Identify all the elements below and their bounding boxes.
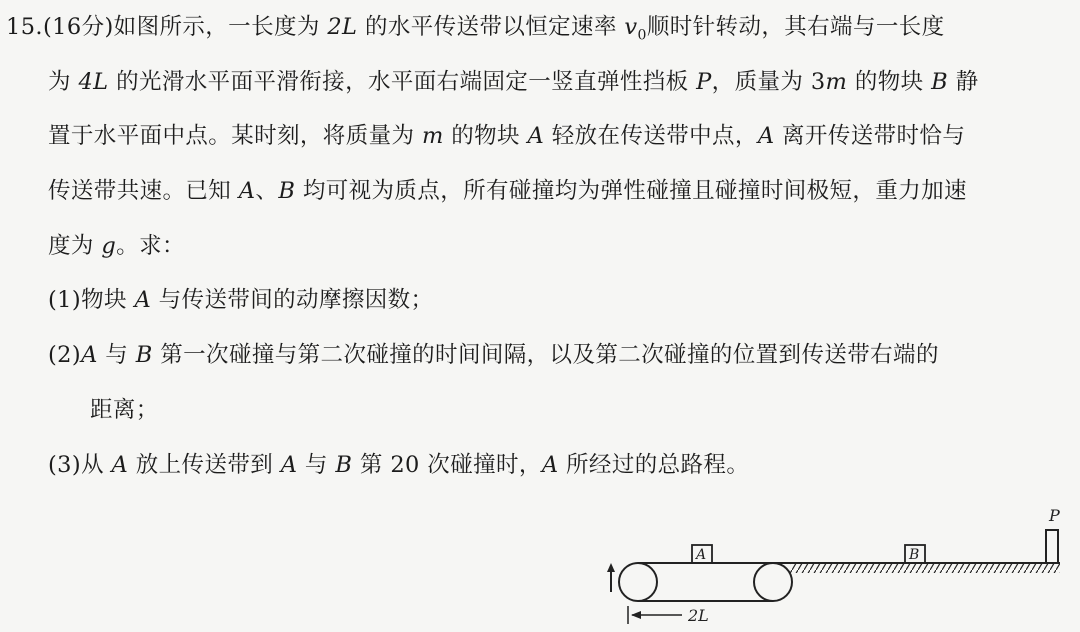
problem-line-4: 传送带共速。已知 A、B 均可视为质点，所有碰撞均为弹性碰撞且碰撞时间极短，重力加速 [48,178,967,204]
block-a-label: A [696,547,707,563]
block-b-label: B [909,547,920,563]
dimension-marker [628,606,709,625]
question-2: (2)A 与 B 第一次碰撞与第二次碰撞的时间间隔，以及第二次碰撞的位置到传送带右端的 [48,342,939,368]
problem-line-5: 度为 g。求： [48,233,185,259]
problem-score: (16分) [42,14,114,40]
left-pulley [619,563,657,601]
problem-number-line: 15.(16分)如图所示，一长度为 2L 的水平传送带以恒定速率 $v_0$顺时针转动，其右端与一长度 [6,14,945,44]
problem-line-3: 置于水平面中点。某时刻，将质量为 m 的物块 A 轻放在传送带中点，A 离开传送带时恰与 [48,123,966,149]
horizontal-surface [773,563,1060,573]
right-pulley [754,563,792,601]
rotation-arrow-icon [607,563,615,592]
wall-p-label: P [1049,506,1060,525]
dimension-label: 2L [688,606,709,625]
question-2-continued: 距离； [90,397,159,423]
problem-number: 15. [6,14,43,40]
wall-p [1046,530,1058,563]
question-3: (3)从 A 放上传送带到 A 与 B 第 20 次碰撞时，A 所经过的总路程。 [48,452,750,478]
question-1: (1)物块 A 与传送带间的动摩擦因数； [48,287,434,313]
problem-line-2: 为 4L 的光滑水平面平滑衔接，水平面右端固定一竖直弹性挡板 P，质量为 3m 的物块 B 静 [48,69,979,95]
conveyor-belt [619,563,792,601]
